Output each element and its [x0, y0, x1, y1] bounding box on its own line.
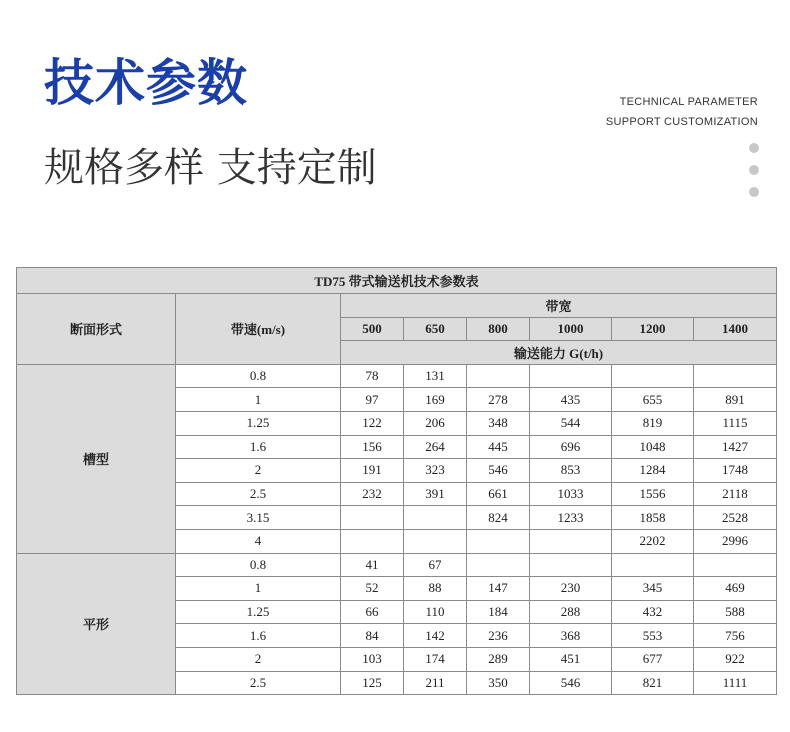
- page-subtitle: 规格多样 支持定制: [44, 145, 377, 191]
- capacity-cell: 2996: [694, 529, 777, 553]
- capacity-cell: 546: [467, 459, 530, 483]
- speed-cell: 1.6: [176, 435, 341, 459]
- capacity-cell: 184: [467, 600, 530, 624]
- more-dots-icon: [749, 143, 759, 209]
- capacity-cell: 147: [467, 577, 530, 601]
- speed-cell: 2.5: [176, 671, 341, 695]
- capacity-cell: 66: [341, 600, 404, 624]
- capacity-cell: 819: [612, 411, 694, 435]
- speed-cell: 1.6: [176, 624, 341, 648]
- capacity-cell: [467, 529, 530, 553]
- capacity-cell: 756: [694, 624, 777, 648]
- capacity-cell: [341, 506, 404, 530]
- capacity-cell: 52: [341, 577, 404, 601]
- capacity-cell: 1748: [694, 459, 777, 483]
- capacity-cell: 156: [341, 435, 404, 459]
- capacity-cell: 922: [694, 647, 777, 671]
- col-speed-header: 带速(m/s): [176, 294, 341, 365]
- capacity-cell: 435: [530, 388, 612, 412]
- col-section-header: 断面形式: [17, 294, 176, 365]
- capacity-cell: 174: [404, 647, 467, 671]
- capacity-cell: 853: [530, 459, 612, 483]
- capacity-cell: [530, 529, 612, 553]
- table-caption: TD75 带式输送机技术参数表: [17, 268, 777, 294]
- speed-cell: 1: [176, 577, 341, 601]
- col-capacity-header: 输送能力 G(t/h): [341, 341, 777, 365]
- capacity-cell: 288: [530, 600, 612, 624]
- capacity-cell: 824: [467, 506, 530, 530]
- capacity-cell: 103: [341, 647, 404, 671]
- capacity-cell: 1048: [612, 435, 694, 459]
- capacity-cell: [467, 364, 530, 388]
- width-header-cell: 1200: [612, 317, 694, 341]
- capacity-cell: 1033: [530, 482, 612, 506]
- capacity-cell: 391: [404, 482, 467, 506]
- capacity-cell: 84: [341, 624, 404, 648]
- capacity-cell: 1556: [612, 482, 694, 506]
- capacity-cell: 122: [341, 411, 404, 435]
- capacity-cell: 67: [404, 553, 467, 577]
- capacity-cell: [612, 364, 694, 388]
- width-header-cell: 500: [341, 317, 404, 341]
- capacity-cell: 821: [612, 671, 694, 695]
- capacity-cell: 2118: [694, 482, 777, 506]
- capacity-cell: 1858: [612, 506, 694, 530]
- capacity-cell: [612, 553, 694, 577]
- capacity-cell: 1111: [694, 671, 777, 695]
- speed-cell: 1: [176, 388, 341, 412]
- capacity-cell: 323: [404, 459, 467, 483]
- capacity-cell: [530, 553, 612, 577]
- capacity-cell: 289: [467, 647, 530, 671]
- capacity-cell: 368: [530, 624, 612, 648]
- dot-icon: [749, 165, 759, 175]
- capacity-cell: 142: [404, 624, 467, 648]
- capacity-cell: 191: [341, 459, 404, 483]
- capacity-cell: 206: [404, 411, 467, 435]
- width-header-cell: 1400: [694, 317, 777, 341]
- speed-cell: 0.8: [176, 553, 341, 577]
- page-title: 技术参数: [44, 54, 248, 112]
- capacity-cell: 41: [341, 553, 404, 577]
- speed-cell: 2: [176, 647, 341, 671]
- capacity-cell: [530, 364, 612, 388]
- capacity-cell: [341, 529, 404, 553]
- capacity-cell: 432: [612, 600, 694, 624]
- dot-icon: [749, 143, 759, 153]
- capacity-cell: 88: [404, 577, 467, 601]
- speed-cell: 1.25: [176, 600, 341, 624]
- tagline-line-2: SUPPORT CUSTOMIZATION: [605, 116, 758, 128]
- capacity-cell: 1284: [612, 459, 694, 483]
- capacity-cell: [404, 506, 467, 530]
- capacity-cell: 546: [530, 671, 612, 695]
- tagline-line-1: TECHNICAL PARAMETER: [619, 96, 758, 108]
- capacity-cell: 588: [694, 600, 777, 624]
- table-row: [17, 553, 777, 577]
- capacity-cell: 78: [341, 364, 404, 388]
- capacity-cell: 211: [404, 671, 467, 695]
- capacity-cell: [467, 553, 530, 577]
- capacity-cell: 677: [612, 647, 694, 671]
- speed-cell: 3.15: [176, 506, 341, 530]
- capacity-cell: 1115: [694, 411, 777, 435]
- capacity-cell: 131: [404, 364, 467, 388]
- speed-cell: 2: [176, 459, 341, 483]
- width-header-cell: 650: [404, 317, 467, 341]
- dot-icon: [749, 187, 759, 197]
- capacity-cell: 445: [467, 435, 530, 459]
- width-header-cell: 800: [467, 317, 530, 341]
- capacity-cell: 348: [467, 411, 530, 435]
- col-width-header: 带宽: [341, 294, 777, 318]
- capacity-cell: 2528: [694, 506, 777, 530]
- capacity-cell: 661: [467, 482, 530, 506]
- parameter-table: [16, 267, 777, 695]
- capacity-cell: 655: [612, 388, 694, 412]
- capacity-cell: [404, 529, 467, 553]
- capacity-cell: 278: [467, 388, 530, 412]
- speed-cell: 2.5: [176, 482, 341, 506]
- width-header-cell: 1000: [530, 317, 612, 341]
- capacity-cell: 264: [404, 435, 467, 459]
- capacity-cell: 345: [612, 577, 694, 601]
- capacity-cell: 553: [612, 624, 694, 648]
- speed-cell: 4: [176, 529, 341, 553]
- capacity-cell: 1427: [694, 435, 777, 459]
- speed-cell: 0.8: [176, 364, 341, 388]
- capacity-cell: 230: [530, 577, 612, 601]
- section-type-cell: 槽型: [17, 364, 176, 553]
- capacity-cell: [694, 553, 777, 577]
- capacity-cell: 451: [530, 647, 612, 671]
- table-body: [17, 364, 777, 694]
- capacity-cell: [694, 364, 777, 388]
- capacity-cell: 891: [694, 388, 777, 412]
- table-row: [17, 364, 777, 388]
- capacity-cell: 2202: [612, 529, 694, 553]
- capacity-cell: 350: [467, 671, 530, 695]
- capacity-cell: 544: [530, 411, 612, 435]
- capacity-cell: 169: [404, 388, 467, 412]
- capacity-cell: 110: [404, 600, 467, 624]
- capacity-cell: 469: [694, 577, 777, 601]
- capacity-cell: 97: [341, 388, 404, 412]
- section-type-cell: 平形: [17, 553, 176, 695]
- speed-cell: 1.25: [176, 411, 341, 435]
- capacity-cell: 232: [341, 482, 404, 506]
- capacity-cell: 696: [530, 435, 612, 459]
- english-tagline: [606, 92, 758, 132]
- capacity-cell: 125: [341, 671, 404, 695]
- capacity-cell: 1233: [530, 506, 612, 530]
- capacity-cell: 236: [467, 624, 530, 648]
